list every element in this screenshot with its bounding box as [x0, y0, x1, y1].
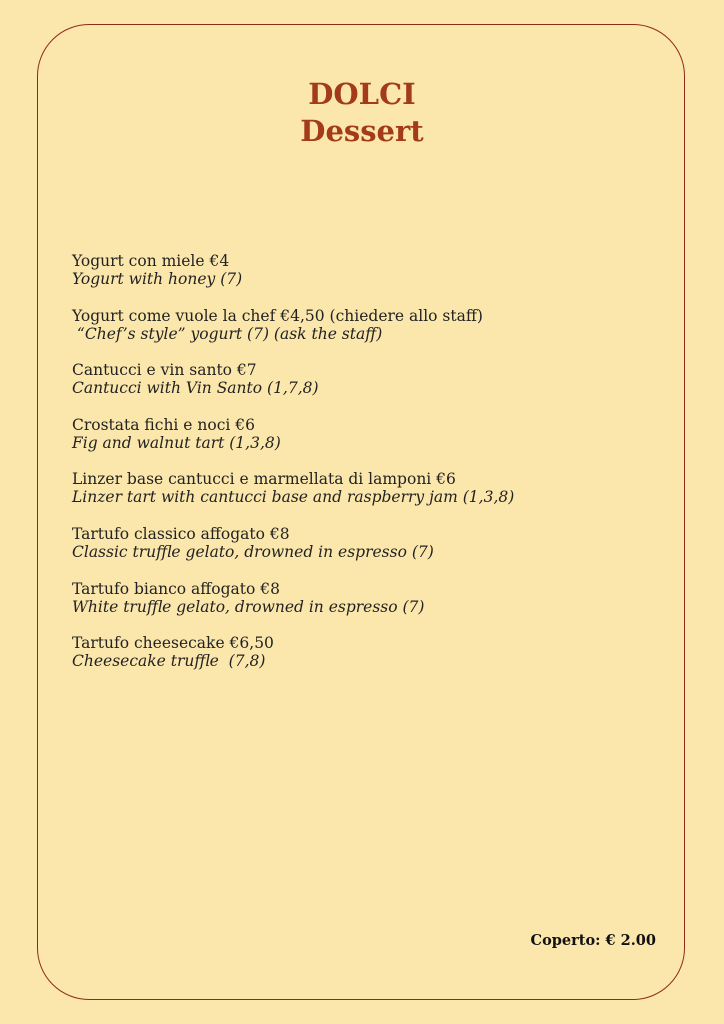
menu-item [72, 580, 672, 635]
menu-item-name: Crostata fichi e noci €6 [72, 415, 256, 434]
menu-item-name: Yogurt come vuole la chef €4,50 (chiedere allo staff) [72, 306, 483, 325]
menu-item-name: Linzer base cantucci e marmellata di lamponi €6 [72, 470, 456, 489]
menu-item [72, 525, 672, 580]
menu-item-name: Yogurt con miele €4 [72, 252, 230, 270]
menu-item-description: Yogurt with honey (7) [72, 270, 243, 288]
menu-item-name: Tartufo cheesecake €6,50 [72, 634, 274, 653]
menu-item [72, 416, 672, 471]
menu-item [72, 470, 672, 525]
menu-item-description: Cantucci with Vin Santo (1,7,8) [72, 379, 319, 398]
menu-item-description: “Chef’s style” yogurt (7) (ask the staff) [72, 324, 383, 343]
menu-title-english: Dessert [300, 114, 424, 148]
menu-item-description: Linzer tart with cantucci base and raspberry jam (1,3,8) [72, 488, 515, 507]
menu-item-description: Cheesecake truffle (7,8) [72, 652, 266, 671]
menu-item [72, 252, 672, 307]
menu-item-description: Classic truffle gelato, drowned in espresso (7) [72, 542, 434, 561]
cover-charge: Coperto: € 2.00 [530, 932, 656, 949]
dessert-list [72, 252, 672, 689]
menu-item [72, 634, 672, 689]
menu-item [72, 307, 672, 362]
menu-item-name: Tartufo bianco affogato €8 [72, 579, 280, 598]
menu-item-description: Fig and walnut tart (1,3,8) [72, 433, 281, 452]
menu-item [72, 361, 672, 416]
menu-title-italian: DOLCI [308, 77, 416, 111]
menu-item-description: White truffle gelato, drowned in espresso (7) [72, 597, 425, 616]
menu-item-name: Tartufo classico affogato €8 [72, 524, 290, 543]
menu-item-name: Cantucci e vin santo €7 [72, 361, 257, 380]
